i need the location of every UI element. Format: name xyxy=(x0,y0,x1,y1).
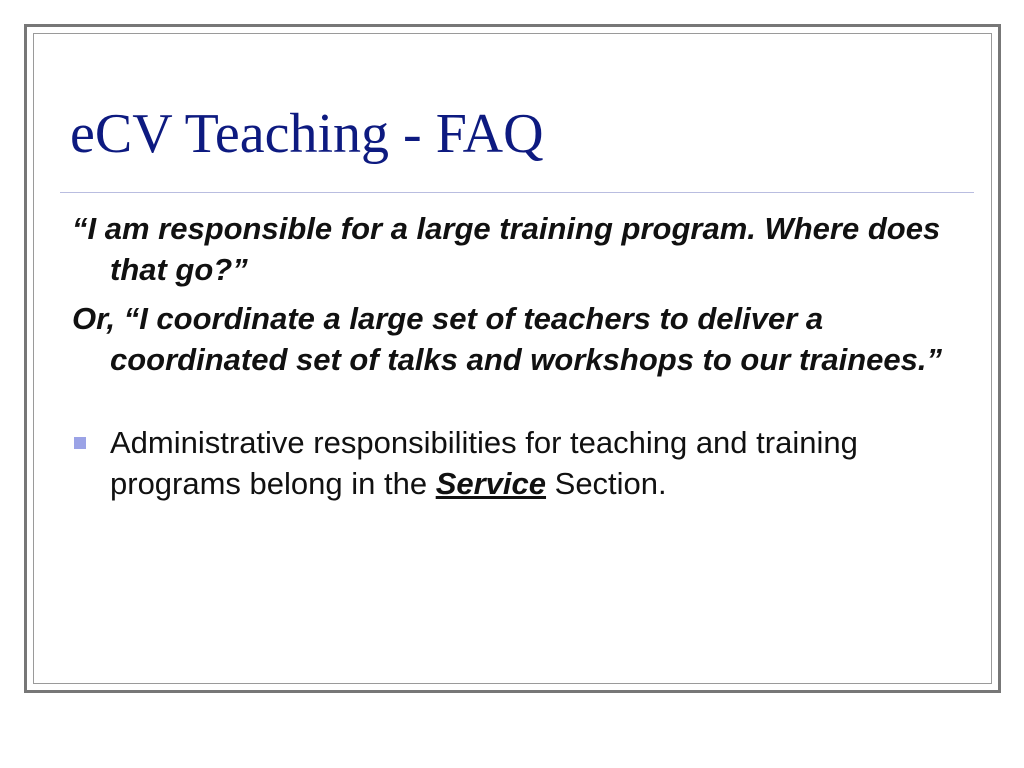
square-bullet-icon xyxy=(74,437,86,449)
answer-bullet xyxy=(72,422,952,504)
service-section-emphasis: Service xyxy=(435,466,547,501)
faq-question-1: “I am responsible for a large training program. Where does that go?” xyxy=(72,211,941,287)
answer-text-start: Administrative responsibilities for teaching and training programs belong in the xyxy=(110,425,858,501)
faq-question-2: Or, “I coordinate a large set of teachers to deliver a coordinated set of talks and workshops to our trainees.” xyxy=(72,301,942,377)
answer-text-end: Section. xyxy=(546,466,667,501)
slide-content xyxy=(72,208,952,504)
slide-title: eCV Teaching - FAQ xyxy=(70,103,544,165)
title-divider xyxy=(60,192,974,193)
